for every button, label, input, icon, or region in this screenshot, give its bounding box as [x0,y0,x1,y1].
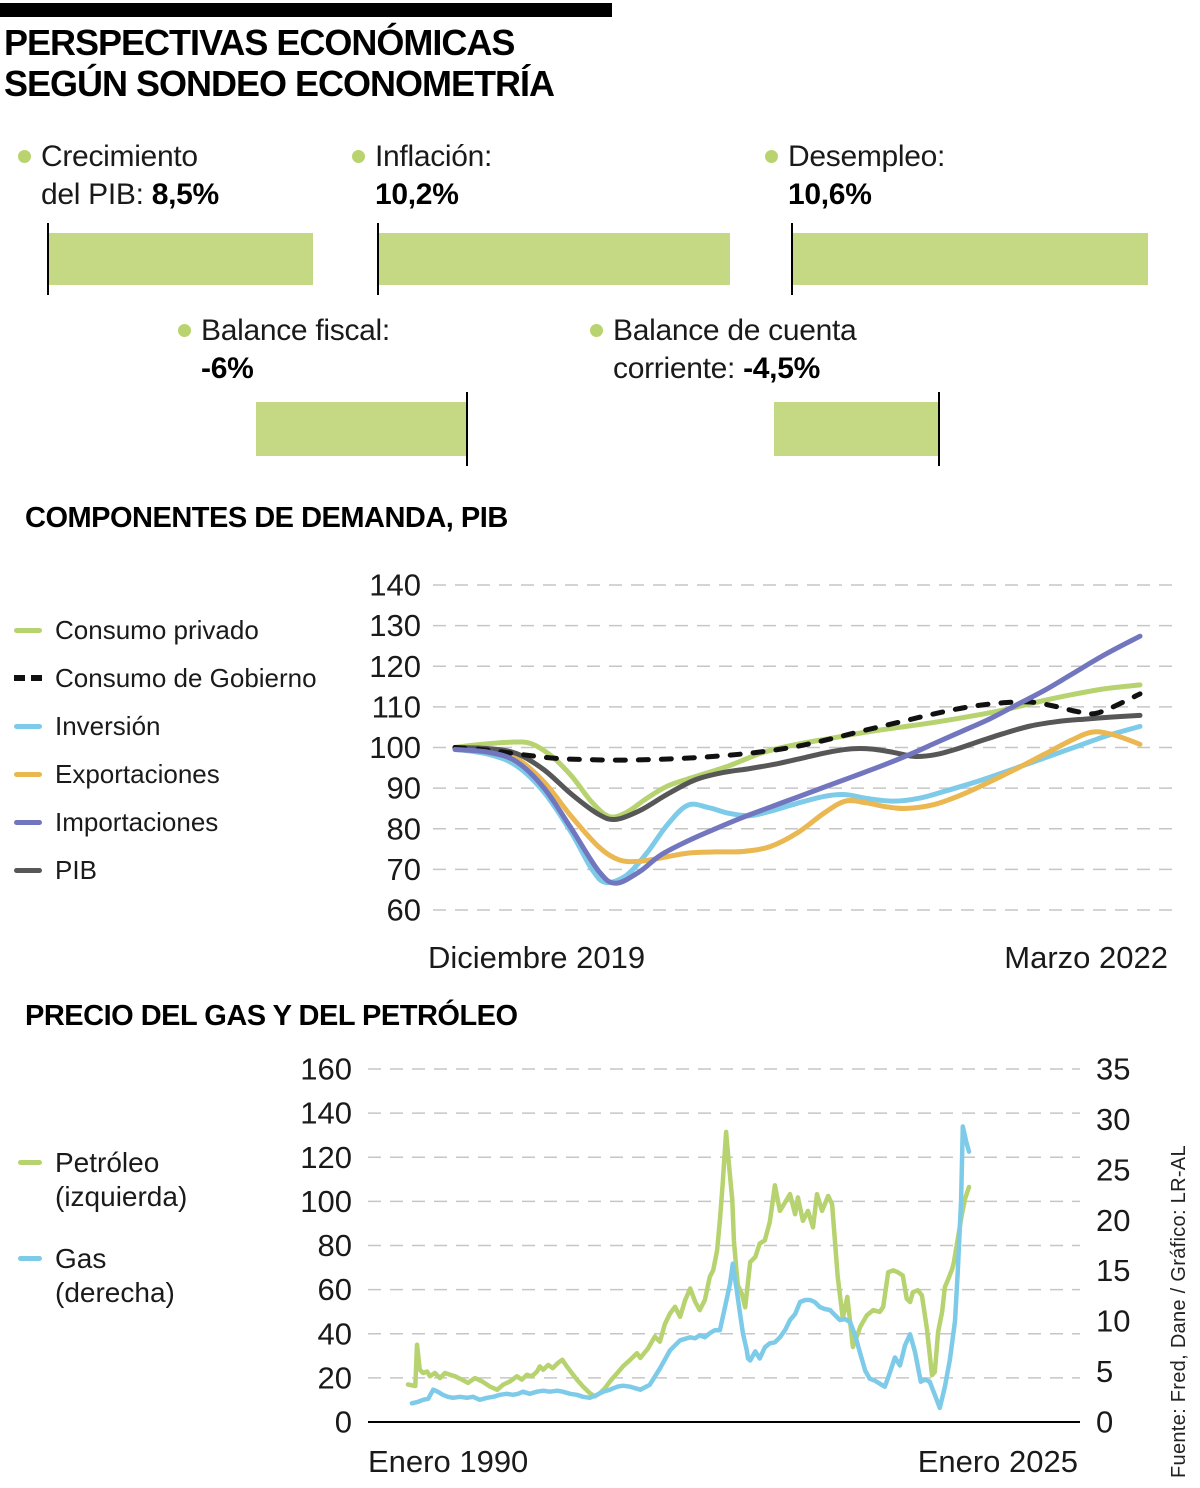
indicator-value: -4,5% [743,352,820,385]
indicator-label: Balance de cuenta [613,314,857,347]
axis-tick-label: 35 [1096,1051,1131,1087]
legend-label: Consumo privado [55,614,259,645]
legend-label: Gas (derecha) [55,1243,175,1308]
series-line-gas [412,1127,969,1408]
legend-label: Exportaciones [55,758,220,789]
axis-tick-label: 70 [386,851,421,887]
legend-label: Petróleo (izquierda) [55,1147,188,1212]
axis-tick-label: 100 [300,1183,352,1219]
source-credit: Fuente: Fred, Dane / Gráfico: LR-AL [1168,1145,1190,1478]
axis-tick-label: 30 [1096,1101,1131,1137]
indicator-value: 10,6% [788,178,872,211]
axis-tick-label: 130 [369,608,421,644]
axis-tick-label: 0 [334,1404,352,1440]
section-title-demand: COMPONENTES DE DEMANDA, PIB [25,502,508,534]
series-line-petr-leo [408,1132,969,1397]
axis-tick-label: 110 [371,689,421,725]
page-title-line1: PERSPECTIVAS ECONÓMICAS [4,22,515,63]
axis-tick-label: 5 [1096,1354,1114,1390]
axis-tick-label: 160 [300,1051,352,1087]
axis-tick-label: 80 [386,811,421,847]
indicator-label: Desempleo: [788,140,946,173]
indicator-value: 8,5% [151,178,219,211]
legend-label: PIB [55,854,97,885]
axis-tick-label: 40 [317,1316,352,1352]
axis-tick-label: 20 [1096,1202,1131,1238]
axis-tick-label: 20 [317,1360,352,1396]
axis-tick-label: 120 [369,648,421,684]
legend-label: Importaciones [55,806,219,837]
axis-tick-label: 15 [1096,1253,1131,1289]
indicator-label2: del PIB: [41,178,152,211]
axis-tick-label: 100 [369,730,421,765]
axis-tick-label: 90 [386,770,421,806]
axis-tick-label: 140 [369,567,421,603]
page-title-line2: SEGÚN SONDEO ECONOMETRÍA [4,63,555,104]
axis-tick-label: Enero 2025 [917,1444,1078,1479]
axis-tick-label: 120 [300,1139,352,1175]
indicator-label: Inflación: [375,140,493,173]
axis-tick-label: Diciembre 2019 [428,940,646,975]
axis-tick-label: Enero 1990 [368,1444,529,1479]
axis-tick-label: 60 [317,1272,352,1308]
indicator-label2: corriente: [613,352,744,385]
indicator-value: 10,2% [375,178,459,211]
axis-tick-label: 80 [317,1228,352,1263]
axis-tick-label: 140 [300,1095,352,1131]
axis-tick-label: 0 [1096,1404,1114,1440]
section-title-energy: PRECIO DEL GAS Y DEL PETRÓLEO [25,1000,518,1032]
axis-tick-label: Marzo 2022 [1004,940,1168,975]
indicator-value: -6% [201,352,254,385]
indicator-label: Crecimiento [41,140,198,173]
axis-tick-label: 25 [1096,1152,1131,1188]
indicator-label: Balance fiscal: [201,314,390,347]
legend-label: Consumo de Gobierno [55,662,317,693]
axis-tick-label: 60 [386,892,421,928]
axis-tick-label: 10 [1096,1303,1131,1339]
legend-label: Inversión [55,710,161,741]
